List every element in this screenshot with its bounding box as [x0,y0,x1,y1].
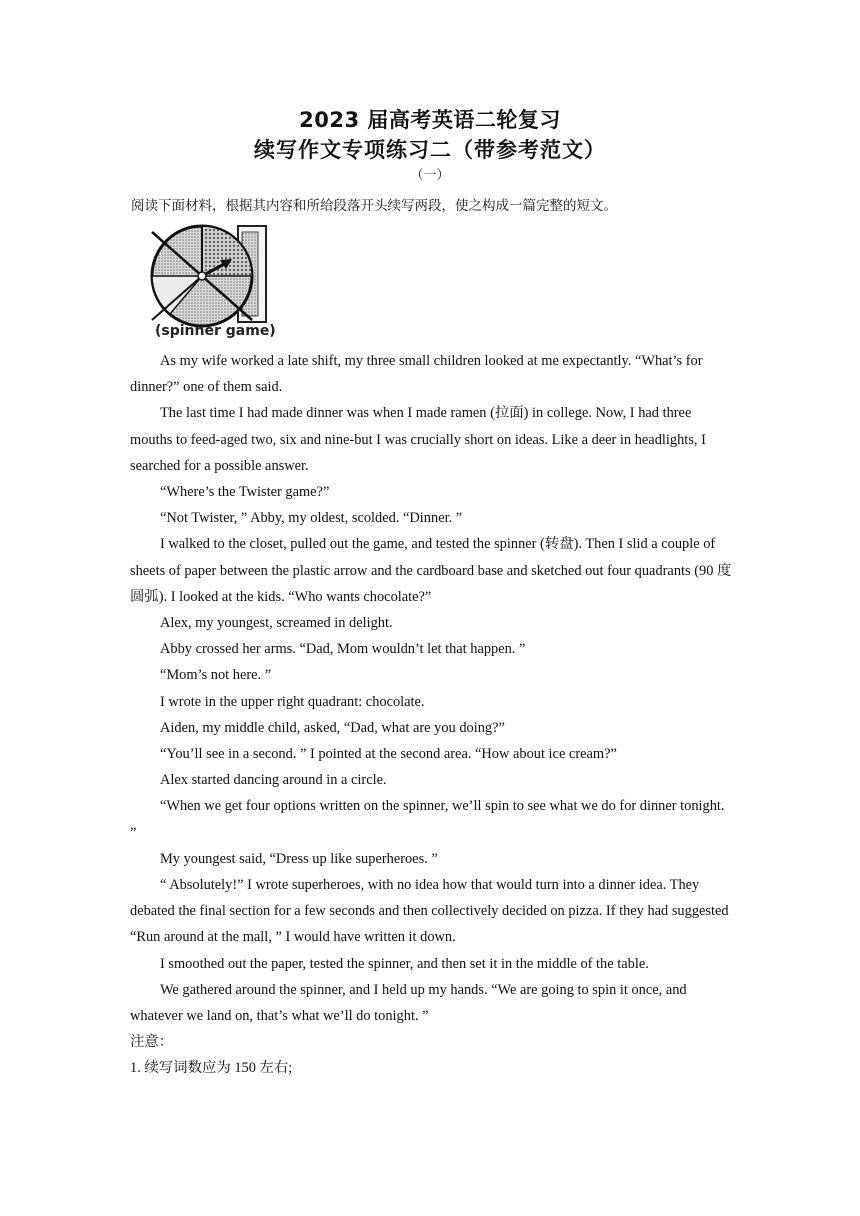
paragraph: “You’ll see in a second. ” I pointed at the second area. “How about ice cream?” [160,746,617,763]
paragraph: “ Absolutely!” I wrote superheroes, with no idea how that would turn into a dinner idea. They debated the final section for a few seconds and then collectively decided on pizza. If they had suggested “Run around at the mall, ” I would have written it down. [130,877,729,946]
section-number: （一） [410,168,450,183]
task-instruction: 阅读下面材料，根据其内容和所给段落开头续写两段，使之构成一篇完整的短文。 [131,198,617,214]
paragraph: Abby crossed her arms. “Dad, Mom wouldn’t let that happen. ” [160,641,526,658]
paragraph: I smoothed out the paper, tested the spinner, and then set it in the middle of the table. [160,955,649,972]
paragraph: I walked to the closet, pulled out the game, and tested the spinner (转盘). Then I slid a couple of sheets of paper between the plastic arrow and the cardboard base and sketched out four quadrants (90 度圆弧). I looked at the kids. “Who wants chocolate?” [130,536,732,605]
paragraph: Aiden, my middle child, asked, “Dad, what are you doing?” [160,719,505,736]
paragraph: “When we get four options written on the spinner, we’ll spin to see what we do for dinner tonight. ” [130,798,725,841]
passage [130,348,732,1082]
paragraph: My youngest said, “Dress up like superheroes. ” [160,850,438,867]
paragraph: “Where’s the Twister game?” [160,484,330,501]
paragraph: Alex started dancing around in a circle. [160,772,387,789]
notes-heading: 注意： [130,1034,174,1051]
document-subtitle: 续写作文专项练习二（带参考范文） [254,138,606,162]
paragraph: “Not Twister, ” Abby, my oldest, scolded. “Dinner. ” [160,510,463,527]
document-title: 2023 届高考英语二轮复习 [299,108,561,132]
note-item: 1. 续写词数应为 150 左右; [130,1060,293,1077]
figure-caption: (spinner game) [155,323,276,339]
paragraph: I wrote in the upper right quadrant: chocolate. [160,693,425,710]
paragraph: “Mom’s not here. ” [160,667,272,684]
paragraph: As my wife worked a late shift, my three small children looked at me expectantly. “What’s for dinner?” one of them said. [130,353,703,396]
paragraph: The last time I had made dinner was when I made ramen (拉面) in college. Now, I had three mouths to feed-aged two, six and nine-but I was crucially short on ideas. Like a deer in headlights, I searched for a possible answer. [130,405,706,474]
paragraph: We gathered around the spinner, and I held up my hands. “We are going to spin it once, and whatever we land on, that’s what we’ll do tonight. ” [130,981,687,1025]
paragraph: Alex, my youngest, screamed in delight. [160,615,393,632]
